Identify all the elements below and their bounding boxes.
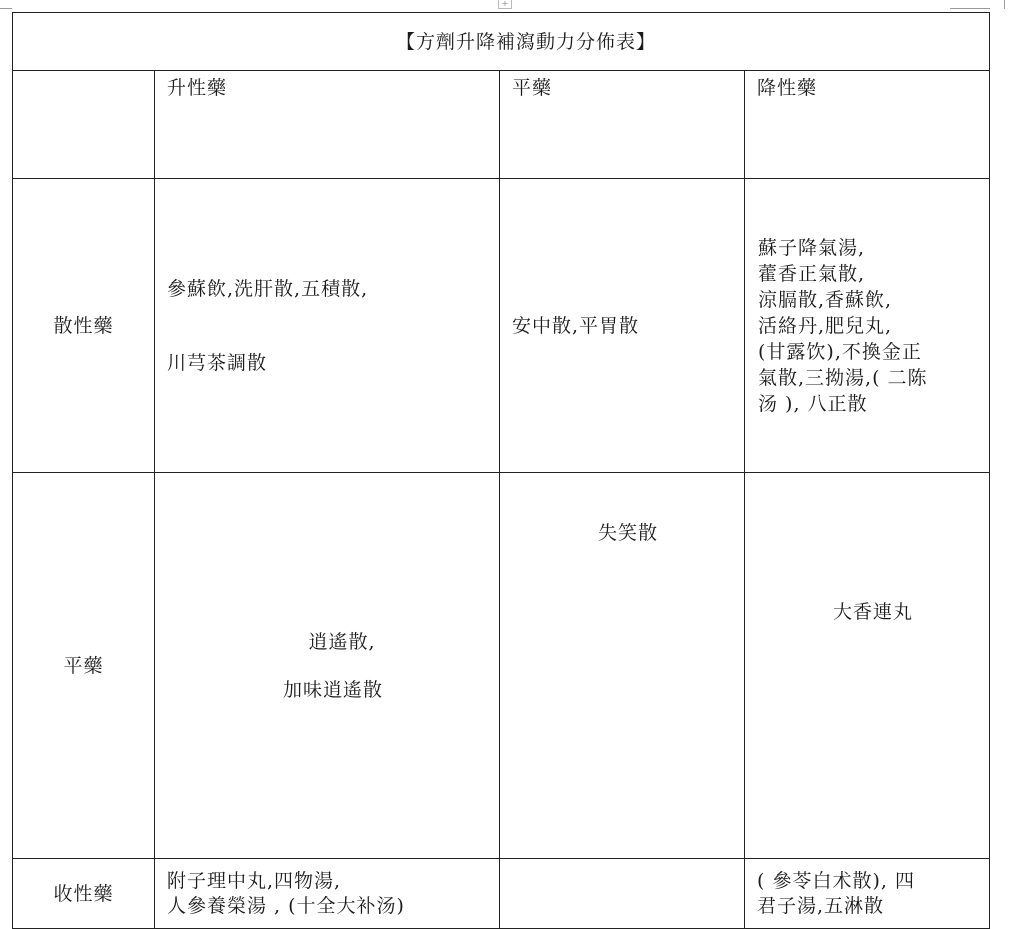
table-move-handle[interactable]: +	[498, 0, 512, 9]
cell-neutral-neutral	[500, 473, 745, 859]
cell-dispersing-descending	[745, 179, 990, 473]
cell-line: 汤 ), 八正散	[758, 392, 868, 415]
cell-line: 參蘇飲,洗肝散,五積散,	[167, 277, 369, 300]
cell-neutral-descending	[745, 473, 990, 859]
row-label-dispersing: 散性藥	[13, 179, 155, 473]
cell-dispersing-neutral	[500, 179, 745, 473]
cell-astringent-ascending	[155, 859, 500, 929]
cell-line: 附子理中丸,四物湯,	[167, 869, 342, 892]
cell-line: 加味逍遙散	[282, 678, 383, 701]
page-corner-mark-top-left	[0, 8, 12, 9]
cell-line: 氣散,三拗湯,( 二陈	[758, 366, 928, 389]
cell-line: 逍遙散,	[308, 630, 376, 653]
cell-line: 蘇子降氣湯,	[758, 236, 866, 259]
row-label-astringent: 收性藥	[13, 859, 155, 929]
page-corner-mark-top-right-vertical	[1004, 0, 1005, 9]
cell-neutral-ascending	[155, 473, 500, 859]
cell-line: 安中散,平胃散	[512, 314, 640, 337]
cell-dispersing-ascending	[155, 179, 500, 473]
cell-astringent-descending	[745, 859, 990, 929]
cell-line: 川芎茶調散	[167, 351, 268, 374]
cell-line: (甘露饮),不換金正	[758, 340, 922, 363]
cell-line: 大香連丸	[833, 601, 914, 623]
cell-line: 活絡丹,肥兒丸,	[758, 314, 893, 337]
cell-line: 君子湯,五淋散	[757, 894, 885, 917]
cell-line: 藿香正氣散,	[758, 262, 866, 285]
corner-header-cell	[13, 71, 155, 179]
header-descending: 降性藥	[745, 71, 990, 179]
cell-line: 失笑散	[597, 522, 658, 544]
row-label-neutral: 平藥	[13, 473, 155, 859]
cell-line: 涼膈散,香蘇飲,	[758, 288, 893, 311]
cell-line: ( 參苓白术散), 四	[757, 869, 915, 892]
prescription-dynamics-table	[12, 12, 990, 929]
header-ascending: 升性藥	[155, 71, 500, 179]
page-corner-mark-top-right	[950, 8, 990, 9]
header-neutral: 平藥	[500, 71, 745, 179]
cell-line: 人參養榮湯 , (十全大补汤)	[167, 894, 405, 917]
cell-astringent-neutral	[500, 859, 745, 929]
table-title: 【方劑升降補瀉動力分佈表】	[13, 13, 990, 71]
